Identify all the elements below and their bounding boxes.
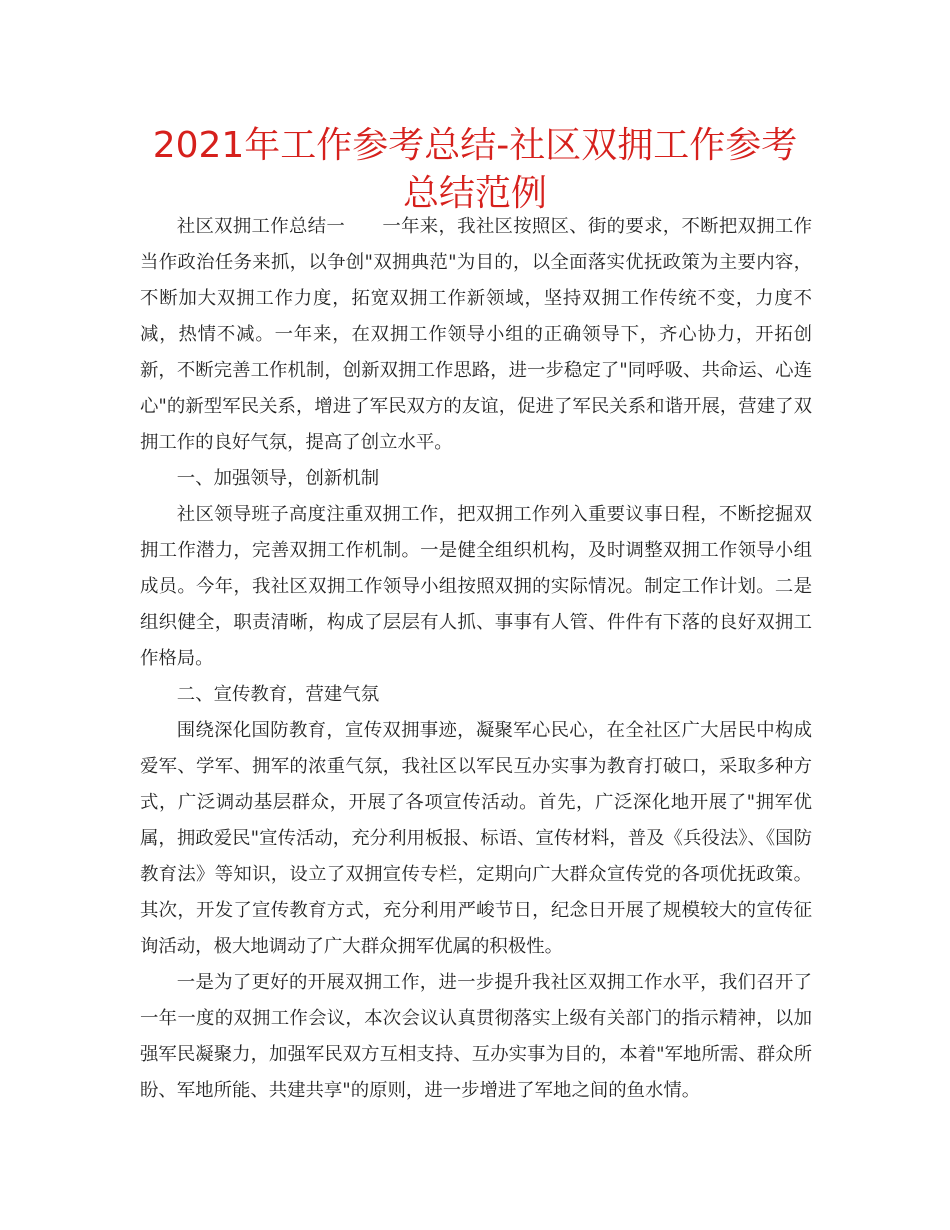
section-1-paragraph: 社区领导班子高度注重双拥工作，把双拥工作列入重要议事日程，不断挖掘双拥工作潜力，完善双拥工作机制。一是健全组织机构，及时调整双拥工作领导小组成员。今年，我社区双拥工作领导小组按照双拥的实际情况。制定工作计划。二是组织健全，职责清晰，构成了层层有人抓、事事有人管、件件有下落的良好双拥工作格局。	[140, 504, 812, 669]
intro-paragraph: 社区双拥工作总结一 一年来，我社区按照区、街的要求，不断把双拥工作当作政治任务来抓，以争创"双拥典范"为目的，以全面落实优抚政策为主要内容，不断加大双拥工作力度，拓宽双拥工作新领域，坚持双拥工作传统不变，力度不减，热情不减。一年来，在双拥工作领导小组的正确领导下，齐心协力，开拓创新，不断完善工作机制，创新双拥工作思路，进一步稳定了"同呼吸、共命运、心连心"的新型军民关系，增进了军民双方的友谊，促进了军民关系和谐开展，营建了双拥工作的良好气氛，提高了创立水平。	[140, 216, 812, 453]
document-title: 2021年工作参考总结-社区双拥工作参考总结范例	[152, 125, 798, 214]
section-2-paragraph-2: 一是为了更好的开展双拥工作，进一步提升我社区双拥工作水平，我们召开了一年一度的双拥工作会议，本次会议认真贯彻落实上级有关部门的指示精神，以加强军民凝聚力，加强军民双方互相支持、互办实事为目的，本着"军地所需、群众所盼、军地所能、共建共享"的原则，进一步增进了军地之间的鱼水情。	[140, 972, 812, 1101]
section-2-paragraph: 围绕深化国防教育，宣传双拥事迹，凝聚军心民心，在全社区广大居民中构成爱军、学军、拥军的浓重气氛，我社区以军民互办实事为教育打破口，采取多种方式，广泛调动基层群众，开展了各项宣传活动。首先，广泛深化地开展了"拥军优属，拥政爱民"宣传活动，充分利用板报、标语、宣传材料，普及《兵役法》、《国防教育法》等知识，设立了双拥宣传专栏，定期向广大群众宣传党的各项优抚政策。其次，开发了宣传教育方式，充分利用严峻节日，纪念日开展了规模较大的宣传征询活动，极大地调动了广大群众拥军优属的积极性。	[140, 720, 812, 957]
document-body	[140, 209, 812, 1109]
section-heading-1: 一、加强领导，创新机制	[176, 468, 380, 489]
section-heading-2: 二、宣传教育，营建气氛	[176, 684, 380, 705]
